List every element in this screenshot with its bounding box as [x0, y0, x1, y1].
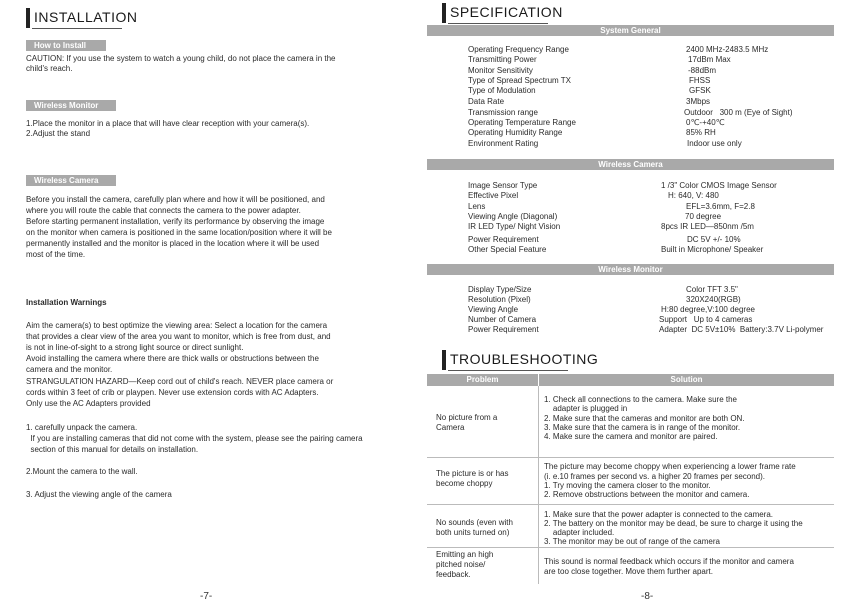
spec-key: Power Requirement — [468, 325, 539, 334]
caution-text: CAUTION: If you use the system to watch a young child, do not place the camera in the — [26, 54, 336, 63]
solution-cell-line: 3. The monitor may be out of range of the camera — [544, 537, 720, 546]
problem-cell-line: both units turned on) — [436, 528, 510, 537]
caution-text-2: child's reach. — [26, 64, 73, 73]
column-header-solution: Solution — [539, 374, 834, 386]
solution-cell-line: The picture may become choppy when experiencing a lower frame rate — [544, 462, 796, 471]
spec-value: Indoor use only — [687, 139, 742, 148]
system-general-bar: System General — [427, 25, 834, 36]
spec-value: -88dBm — [688, 66, 717, 75]
spec-key: Operating Temperature Range — [468, 118, 576, 127]
camera-paragraph-line: permanently installed and the monitor is placed in the location where it will be used — [26, 239, 320, 248]
problem-cell-line: No sounds (even with — [436, 518, 513, 527]
spec-key: Monitor Sensitivity — [468, 66, 533, 75]
monitor-step-1: 1.Place the monitor in a place that will have clear reception with your camera(s). — [26, 119, 310, 128]
spec-row — [468, 325, 849, 336]
monitor-step-2: 2.Adjust the stand — [26, 129, 91, 138]
spec-key: Viewing Angle — [468, 305, 519, 314]
spec-value: Support Up to 4 cameras — [659, 315, 753, 324]
warning-line: Avoid installing the camera where there are thick walls or obstructions between the — [26, 354, 319, 363]
problem-cell-line: feedback. — [436, 570, 471, 579]
how-to-install-label: How to Install — [26, 40, 106, 51]
warning-line: camera and the monitor. — [26, 365, 113, 374]
install-step-2: 2.Mount the camera to the wall. — [26, 467, 138, 476]
title-underline — [448, 23, 548, 24]
spec-value: Outdoor 300 m (Eye of Sight) — [684, 108, 793, 117]
spec-value: 2400 MHz-2483.5 MHz — [686, 45, 769, 54]
install-step-1: 1. carefully unpack the camera. — [26, 423, 138, 432]
warning-line: STRANGULATION HAZARD—Keep cord out of child's reach. NEVER place camera or — [26, 377, 334, 386]
spec-value: H:80 degree,V:100 degree — [661, 305, 755, 314]
problem-cell-line: The picture is or has — [436, 469, 509, 478]
page-number-left: -7- — [200, 591, 213, 602]
spec-value: GFSK — [689, 86, 711, 95]
troubleshooting-table — [427, 374, 834, 584]
spec-value: 320X240(RGB) — [686, 295, 741, 304]
spec-value: 85% RH — [686, 128, 716, 137]
solution-cell-line: This sound is normal feedback which occurs if the monitor and camera — [544, 557, 794, 566]
specification-title: SPECIFICATION — [450, 4, 563, 20]
title-underline — [448, 370, 568, 371]
spec-value: FHSS — [689, 76, 711, 85]
page-number-right: -8- — [641, 591, 654, 602]
solution-cell-line: 1. Make sure that the power adapter is connected to the camera. — [544, 510, 774, 519]
solution-cell-line: (i. e.10 frames per second vs. a higher 20 frames per second). — [544, 472, 765, 481]
spec-key: Power Requirement — [468, 235, 539, 244]
warning-line: is not in line-of-sight to a strong light source or direct sunlight. — [26, 343, 244, 352]
solution-cell-line: 1. Check all connections to the camera. Make sure the — [544, 395, 737, 404]
spec-value: Adapter DC 5V±10% Battery:3.7V Li-polymer — [659, 325, 824, 334]
spec-key: Other Special Feature — [468, 245, 547, 254]
spec-key: Viewing Angle (Diagonal) — [468, 212, 558, 221]
row-divider — [427, 457, 834, 458]
installation-title-block — [26, 8, 406, 30]
warning-line: Aim the camera(s) to best optimize the viewing area: Select a location for the camera — [26, 321, 328, 330]
title-marker-bar — [442, 350, 446, 370]
solution-cell-line: 1. Try moving the camera closer to the monitor. — [544, 481, 711, 490]
troubleshooting-title: TROUBLESHOOTING — [450, 351, 599, 367]
spec-value: EFL=3.6mm, F=2.8 — [686, 202, 755, 211]
spec-value: 8pcs IR LED—850nm /5m — [661, 222, 754, 231]
spec-key: Lens — [468, 202, 486, 211]
column-header-problem: Problem — [427, 374, 538, 386]
wireless-monitor-label: Wireless Monitor — [26, 100, 116, 111]
spec-value: 17dBm Max — [688, 55, 731, 64]
install-step-1-detail: section of this manual for details on installation. — [26, 445, 199, 454]
spec-key: Type of Modulation — [468, 86, 536, 95]
spec-key: Effective Pixel — [468, 191, 519, 200]
solution-cell-line: 4. Make sure the camera and monitor are paired. — [544, 432, 718, 441]
spec-value: 3Mbps — [686, 97, 711, 106]
spec-key: Operating Humidity Range — [468, 128, 563, 137]
problem-cell-line: pitched noise/ — [436, 560, 486, 569]
solution-cell-line: 3. Make sure that the camera is in range of the monitor. — [544, 423, 741, 432]
spec-key: Data Rate — [468, 97, 505, 106]
wireless-monitor-bar: Wireless Monitor — [427, 264, 834, 275]
camera-paragraph-line: Before you install the camera, carefully plan where and how it will be positioned, and — [26, 195, 325, 204]
camera-paragraph-line: on the monitor when camera is positioned in the same location/position where it will be — [26, 228, 332, 237]
spec-value: Color TFT 3.5" — [686, 285, 738, 294]
install-step-1-detail: If you are installing cameras that did not come with the system, please see the pairing camera — [26, 434, 363, 443]
title-marker-bar — [442, 3, 446, 23]
solution-cell-line: 2. Make sure that the cameras and monitor are both ON. — [544, 414, 745, 423]
title-marker-bar — [26, 8, 30, 28]
installation-title: INSTALLATION — [34, 9, 138, 25]
specification-title-block — [442, 3, 842, 25]
problem-cell-line: Emitting an high — [436, 550, 494, 559]
wireless-camera-label: Wireless Camera — [26, 175, 116, 186]
warning-line: cords within 3 feet of crib or playpen. Never use extension cords with AC Adapters. — [26, 388, 319, 397]
solution-cell-line: adapter is plugged in — [544, 404, 628, 413]
spec-key: Number of Camera — [468, 315, 537, 324]
spec-key: Transmission range — [468, 108, 538, 117]
spec-value: 70 degree — [685, 212, 722, 221]
camera-paragraph-line: where you will route the cable that connects the camera to the power adapter. — [26, 206, 301, 215]
solution-cell-line: 2. Remove obstructions between the monitor and camera. — [544, 490, 750, 499]
problem-cell-line: become choppy — [436, 479, 493, 488]
spec-value: 1 /3" Color CMOS Image Sensor — [661, 181, 777, 190]
problem-cell-line: Camera — [436, 423, 465, 432]
row-divider — [427, 504, 834, 505]
troubleshooting-title-block — [442, 350, 842, 372]
spec-key: Operating Frequency Range — [468, 45, 569, 54]
spec-key: Resolution (Pixel) — [468, 295, 531, 304]
spec-key: Transmitting Power — [468, 55, 537, 64]
title-underline — [32, 28, 122, 29]
column-divider — [538, 386, 539, 584]
spec-key: Image Sensor Type — [468, 181, 538, 190]
spec-value: 0℃-+40℃ — [686, 118, 725, 127]
spec-key: Display Type/Size — [468, 285, 532, 294]
spec-key: Type of Spread Spectrum TX — [468, 76, 572, 85]
spec-value: DC 5V +/- 10% — [687, 235, 741, 244]
camera-paragraph-line: most of the time. — [26, 250, 86, 259]
solution-cell-line: adapter included. — [544, 528, 615, 537]
problem-cell-line: No picture from a — [436, 413, 498, 422]
spec-value: H: 640, V: 480 — [668, 191, 719, 200]
install-step-3: 3. Adjust the viewing angle of the camera — [26, 490, 172, 499]
installation-warnings-heading: Installation Warnings — [26, 298, 107, 307]
warning-line: Only use the AC Adapters provided — [26, 399, 151, 408]
solution-cell-line: are too close together. Move them further apart. — [544, 567, 713, 576]
solution-cell-line: 2. The battery on the monitor may be dead, be sure to charge it using the — [544, 519, 803, 528]
spec-key: IR LED Type/ Night Vision — [468, 222, 561, 231]
camera-paragraph-line: Before starting permanent installation, verify its performance by observing the image — [26, 217, 325, 226]
wireless-camera-bar: Wireless Camera — [427, 159, 834, 170]
warning-line: that provides a clear view of the area you want to monitor, which is free from dust, and — [26, 332, 331, 341]
spec-value: Built in Microphone/ Speaker — [661, 245, 764, 254]
spec-key: Environment Rating — [468, 139, 539, 148]
